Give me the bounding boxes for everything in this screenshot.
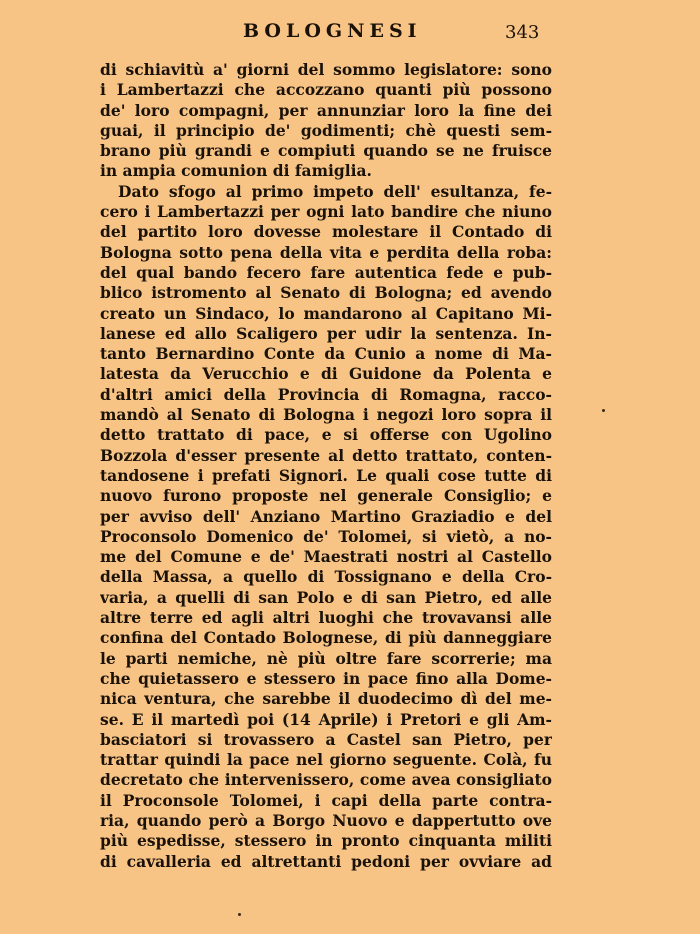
- text-line: più espedisse, stessero in pronto cinquanta militi: [100, 831, 552, 851]
- text-line: cero i Lambertazzi per ogni lato bandire che niuno: [100, 202, 552, 222]
- text-line: della Massa, a quello di Tossignano e della Cro-: [100, 567, 552, 587]
- paper-speck: [602, 409, 605, 412]
- text-line: confina del Contado Bolognese, di più danneggiare: [100, 628, 552, 648]
- text-line: Bozzola d'esser presente al detto trattato, conten-: [100, 445, 552, 465]
- running-title: BOLOGNESI: [243, 20, 422, 42]
- text-line: mandò al Senato di Bologna i negozi loro sopra il: [100, 405, 552, 425]
- text-line: tandosene i prefati Signori. Le quali cose tutte di: [100, 465, 552, 485]
- page-number: 343: [505, 22, 540, 43]
- text-line: del qual bando fecero fare autentica fede e pub-: [100, 262, 552, 282]
- text-line: me del Comune e de' Maestrati nostri al Castello: [100, 547, 552, 567]
- text-line: guai, il principio de' godimenti; chè questi sem-: [100, 120, 552, 140]
- paper-speck: [238, 913, 241, 916]
- text-line: creato un Sindaco, lo mandarono al Capitano Mi-: [100, 303, 552, 323]
- text-line: varia, a quelli di san Polo e di san Pietro, ed alle: [100, 587, 552, 607]
- text-line: latesta da Verucchio e di Guidone da Polenta e: [100, 364, 552, 384]
- text-line: decretato che intervenissero, come avea consigliato: [100, 770, 552, 790]
- text-line: Dato sfogo al primo impeto dell' esultanza, fe-: [118, 181, 552, 201]
- text-line: brano più grandi e compiuti quando se ne fruisce: [100, 141, 552, 161]
- text-line: di cavalleria ed altrettanti pedoni per ovviare ad: [100, 851, 552, 871]
- text-line: il Proconsole Tolomei, i capi della parte contra-: [100, 790, 552, 810]
- text-line: altre terre ed agli altri luoghi che trovavansi alle: [100, 608, 552, 628]
- text-line: nica ventura, che sarebbe il duodecimo dì del me-: [100, 689, 552, 709]
- text-line: blico istromento al Senato di Bologna; ed avendo: [100, 283, 552, 303]
- text-line: detto trattato di pace, e si offerse con Ugolino: [100, 425, 552, 445]
- text-line: per avviso dell' Anziano Martino Graziadio e del: [100, 506, 552, 526]
- text-line: basciatori si trovassero a Castel san Pietro, per: [100, 729, 552, 749]
- running-head: [0, 20, 700, 46]
- text-line: nuovo furono proposte nel generale Consiglio; e: [100, 486, 552, 506]
- text-line: in ampia comunion di famiglia.: [100, 161, 372, 181]
- text-line: trattar quindi la pace nel giorno seguente. Colà, fu: [100, 750, 552, 770]
- text-line: ria, quando però a Borgo Nuovo e dappertutto ove: [100, 810, 552, 830]
- text-line: Bologna sotto pena della vita e perdita della roba:: [100, 242, 552, 262]
- text-line: che quietassero e stessero in pace fino alla Dome-: [100, 668, 552, 688]
- body-text: [100, 60, 552, 872]
- text-line: d'altri amici della Provincia di Romagna, racco-: [100, 384, 552, 404]
- text-line: i Lambertazzi che accozzano quanti più possono: [100, 80, 552, 100]
- text-line: se. E il martedì poi (14 Aprile) i Pretori e gli Am-: [100, 709, 552, 729]
- text-line: del partito loro dovesse molestare il Contado di: [100, 222, 552, 242]
- text-line: tanto Bernardino Conte da Cunio a nome di Ma-: [100, 344, 552, 364]
- text-line: di schiavitù a' giorni del sommo legislatore: sono: [100, 60, 552, 79]
- text-line: le parti nemiche, nè più oltre fare scorrerie; ma: [100, 648, 552, 668]
- text-line: de' loro compagni, per annunziar loro la fine dei: [100, 100, 552, 120]
- text-line: Proconsolo Domenico de' Tolomei, si vietò, a no-: [100, 526, 552, 546]
- text-line: lanese ed allo Scaligero per udir la sentenza. In-: [100, 323, 552, 343]
